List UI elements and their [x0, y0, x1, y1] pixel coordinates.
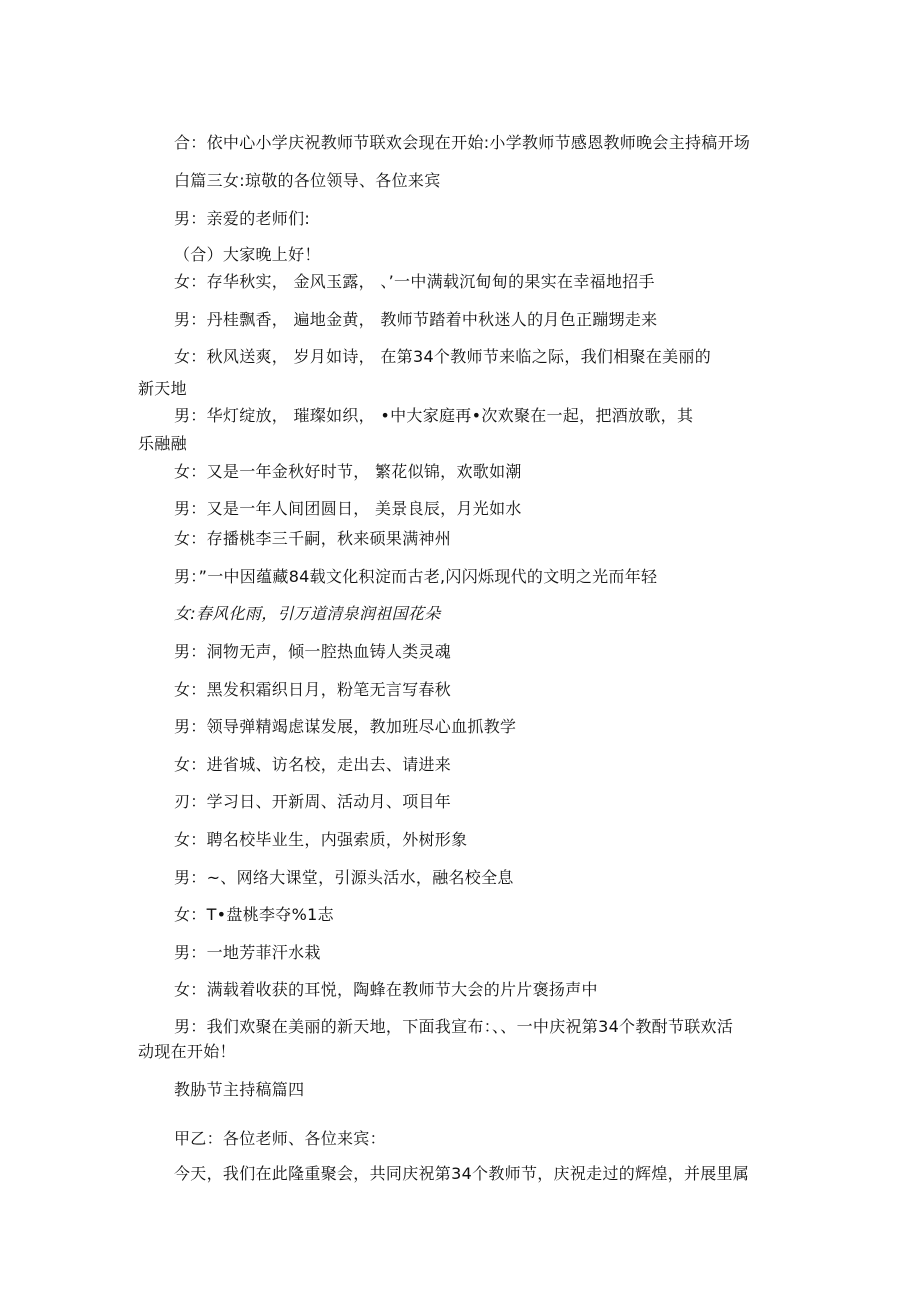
text-line: 女：又是一年金秋好时节， 繁花似锦，欢歌如潮 — [174, 462, 522, 481]
text-line: 甲乙：各位老师、各位来宾： — [174, 1129, 386, 1148]
section-heading: 教胁节主持稿篇四 — [174, 1080, 305, 1099]
text-line: 女：满载着收获的耳悦，陶蜂在教师节大会的片片褒扬声中 — [174, 980, 598, 999]
text-line: 男：~、网络大课堂，引源头活水，融名校全息 — [174, 868, 514, 887]
text-line: 男：丹桂飘香， 遍地金黄， 教师节踏着中秋迷人的月色正蹦甥走来 — [174, 310, 658, 329]
text-line: 动现在开始！ — [138, 1042, 236, 1061]
text-line: 白篇三女:琼敬的各位领导、各位来宾 — [174, 171, 441, 190]
text-line: 男：领导弹精竭虑谋发展，教加班尽心血抓教学 — [174, 717, 517, 736]
text-line: 女：存播桃李三千嗣，秋来硕果满神州 — [174, 529, 452, 548]
text-line: 乐融融 — [138, 434, 187, 453]
text-line: 女：存华秋实， 金风玉露， 、’一中满载沉甸甸的果实在幸福地招手 — [174, 272, 655, 291]
text-line: 刃：学习日、开新周、活动月、项目年 — [174, 792, 452, 811]
text-line: 女：黑发积霜织日月，粉笔无言写春秋 — [174, 680, 452, 699]
text-line: （合）大家晚上好！ — [174, 245, 321, 264]
text-line: 女：秋风送爽， 岁月如诗， 在第34个教师节来临之际，我们相聚在美丽的 — [174, 347, 712, 366]
text-line: 男：一地芳菲汗水栽 — [174, 943, 321, 962]
text-line: 男：我们欢聚在美丽的新天地，下面我宣布：、、一中庆祝第34个教酎节联欢活 — [174, 1017, 734, 1036]
text-line: 女：进省城、访名校，走出去、请进来 — [174, 755, 452, 774]
text-line: 合：依中心小学庆祝教师节联欢会现在开始:小学教师节感恩教师晚会主持稿开场 — [174, 133, 751, 152]
text-line: 女：聘名校毕业生，内强索质，外树形象 — [174, 830, 468, 849]
text-line: 男：洞物无声，倾一腔热血铸人类灵魂 — [174, 642, 452, 661]
text-line: 男：华灯绽放， 璀璨如织， •中大家庭再•次欢聚在一起，把酒放歌，其 — [174, 406, 694, 425]
text-line: 新天地 — [138, 379, 187, 398]
text-line: 今天，我们在此隆重聚会，共同庆祝第34个教师节，庆祝走过的辉煌，并展里属 — [174, 1164, 750, 1183]
text-line: 男：亲爱的老师们: — [174, 209, 311, 228]
text-line: 男：又是一年人间团圆日， 美景良辰，月光如水 — [174, 499, 522, 518]
text-line: 男：”一中因蕴藏84载文化积淀而古老,闪闪烁现代的文明之光而年轻 — [174, 567, 658, 586]
text-line: 女：T•盘桃李夺%1志 — [174, 905, 334, 924]
text-line: 女:春风化雨，引万道清泉润祖国花朵 — [174, 604, 441, 623]
